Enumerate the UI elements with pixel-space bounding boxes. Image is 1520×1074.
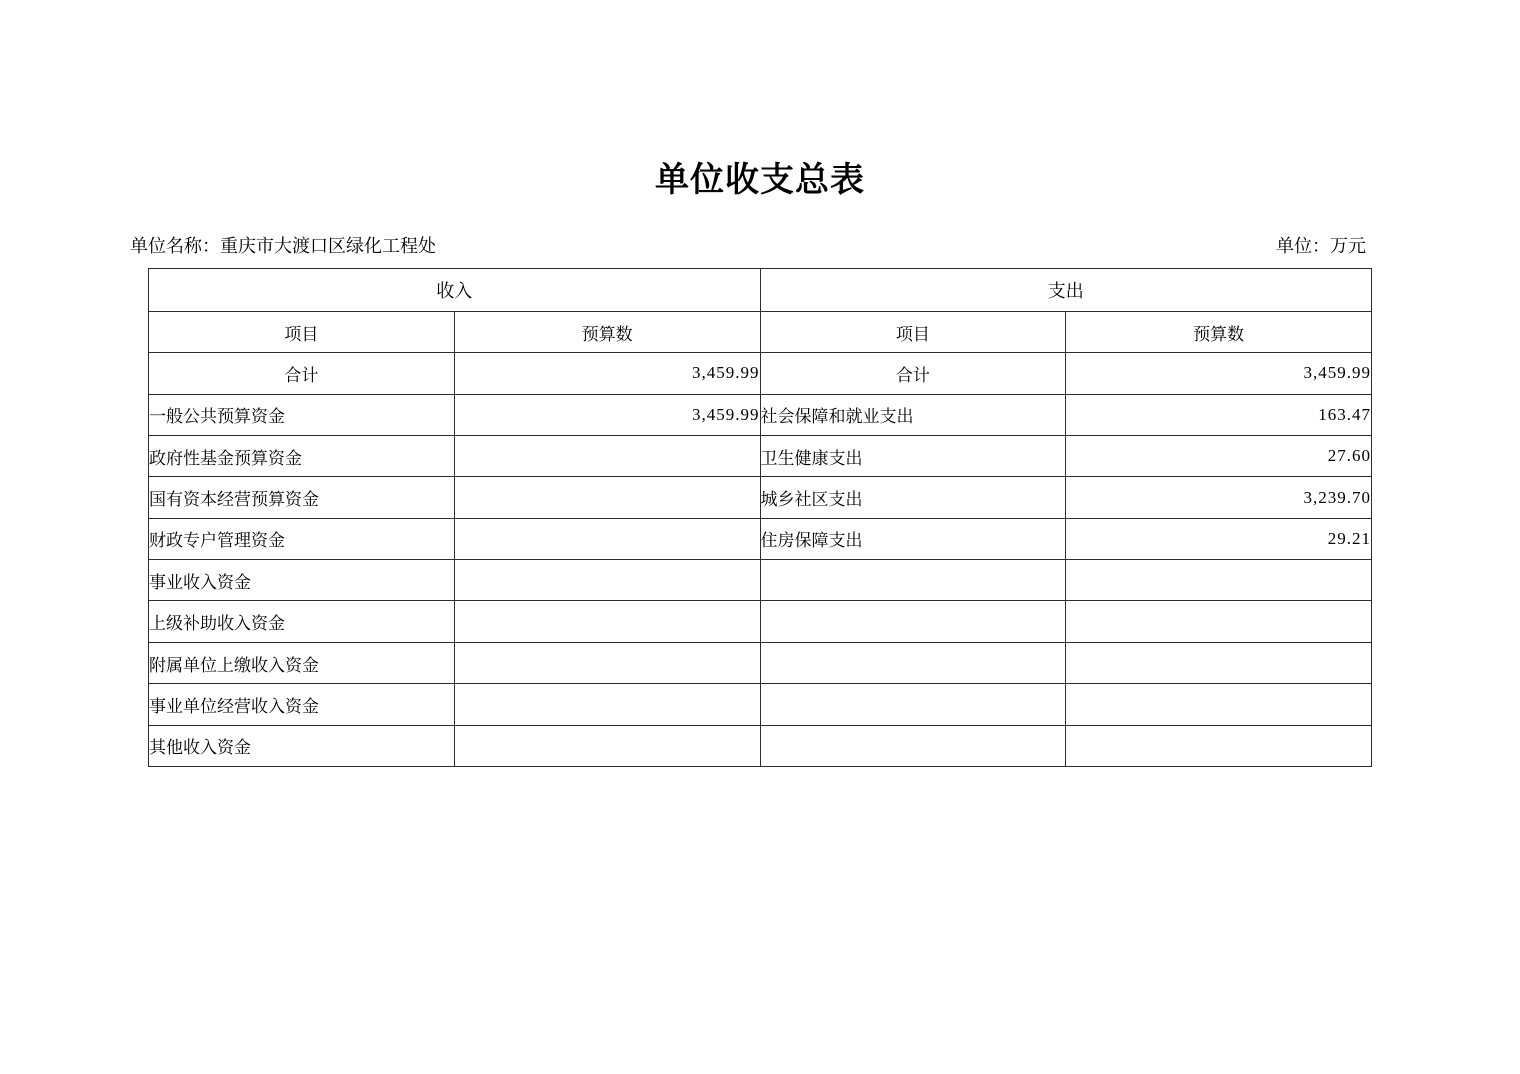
income-item-cell: 政府性基金预算资金 [149, 436, 455, 477]
unit-name-label: 单位名称： [130, 236, 220, 256]
expense-budget-cell [1066, 560, 1372, 601]
income-budget-header: 预算数 [454, 311, 760, 352]
unit-name-value: 重庆市大渡口区绿化工程处 [220, 236, 436, 256]
expense-budget-cell [1066, 725, 1372, 766]
table-row [149, 518, 1372, 559]
income-item-cell: 事业收入资金 [149, 560, 455, 601]
table-row [149, 436, 1372, 477]
income-item-cell: 财政专户管理资金 [149, 518, 455, 559]
table-row [149, 725, 1372, 766]
income-budget-cell [454, 477, 760, 518]
expense-budget-cell [1066, 601, 1372, 642]
expense-budget-header: 预算数 [1066, 311, 1372, 352]
expense-item-cell: 城乡社区支出 [760, 477, 1066, 518]
income-item-cell: 国有资本经营预算资金 [149, 477, 455, 518]
expense-item-cell [760, 642, 1066, 683]
expense-budget-cell: 3,459.99 [1066, 353, 1372, 394]
expense-item-cell: 社会保障和就业支出 [760, 394, 1066, 435]
income-item-cell: 合计 [149, 353, 455, 394]
income-budget-cell [454, 436, 760, 477]
income-budget-cell [454, 601, 760, 642]
expense-budget-cell: 29.21 [1066, 518, 1372, 559]
expense-budget-cell [1066, 642, 1372, 683]
unit-measure: 单位：万元 [1276, 236, 1366, 256]
section-header-row [149, 269, 1372, 312]
income-item-cell: 一般公共预算资金 [149, 394, 455, 435]
income-item-cell: 事业单位经营收入资金 [149, 684, 455, 725]
budget-summary-table [148, 268, 1372, 767]
income-budget-cell [454, 642, 760, 683]
expense-item-cell [760, 725, 1066, 766]
table-row [149, 560, 1372, 601]
table-row [149, 684, 1372, 725]
income-section-header: 收入 [149, 269, 761, 312]
income-item-cell: 其他收入资金 [149, 725, 455, 766]
income-budget-cell [454, 725, 760, 766]
income-item-header: 项目 [149, 311, 455, 352]
expense-budget-cell [1066, 684, 1372, 725]
expense-budget-cell: 3,239.70 [1066, 477, 1372, 518]
expense-item-cell: 住房保障支出 [760, 518, 1066, 559]
income-budget-cell [454, 560, 760, 601]
table-row [149, 477, 1372, 518]
table-row-total [149, 353, 1372, 394]
expense-item-cell [760, 601, 1066, 642]
expense-budget-cell: 27.60 [1066, 436, 1372, 477]
income-item-cell: 上级补助收入资金 [149, 601, 455, 642]
expense-item-cell [760, 684, 1066, 725]
expense-item-cell [760, 560, 1066, 601]
column-header-row [149, 311, 1372, 352]
income-budget-cell: 3,459.99 [454, 353, 760, 394]
income-budget-cell: 3,459.99 [454, 394, 760, 435]
table-row [149, 394, 1372, 435]
expense-section-header: 支出 [760, 269, 1372, 312]
expense-item-cell: 卫生健康支出 [760, 436, 1066, 477]
meta-row [130, 233, 1366, 259]
table-row [149, 601, 1372, 642]
income-budget-cell [454, 684, 760, 725]
expense-item-header: 项目 [760, 311, 1066, 352]
page-title: 单位收支总表 [655, 162, 865, 199]
income-budget-cell [454, 518, 760, 559]
unit-name [130, 233, 436, 259]
expense-item-cell: 合计 [760, 353, 1066, 394]
income-item-cell: 附属单位上缴收入资金 [149, 642, 455, 683]
expense-budget-cell: 163.47 [1066, 394, 1372, 435]
table-row [149, 642, 1372, 683]
